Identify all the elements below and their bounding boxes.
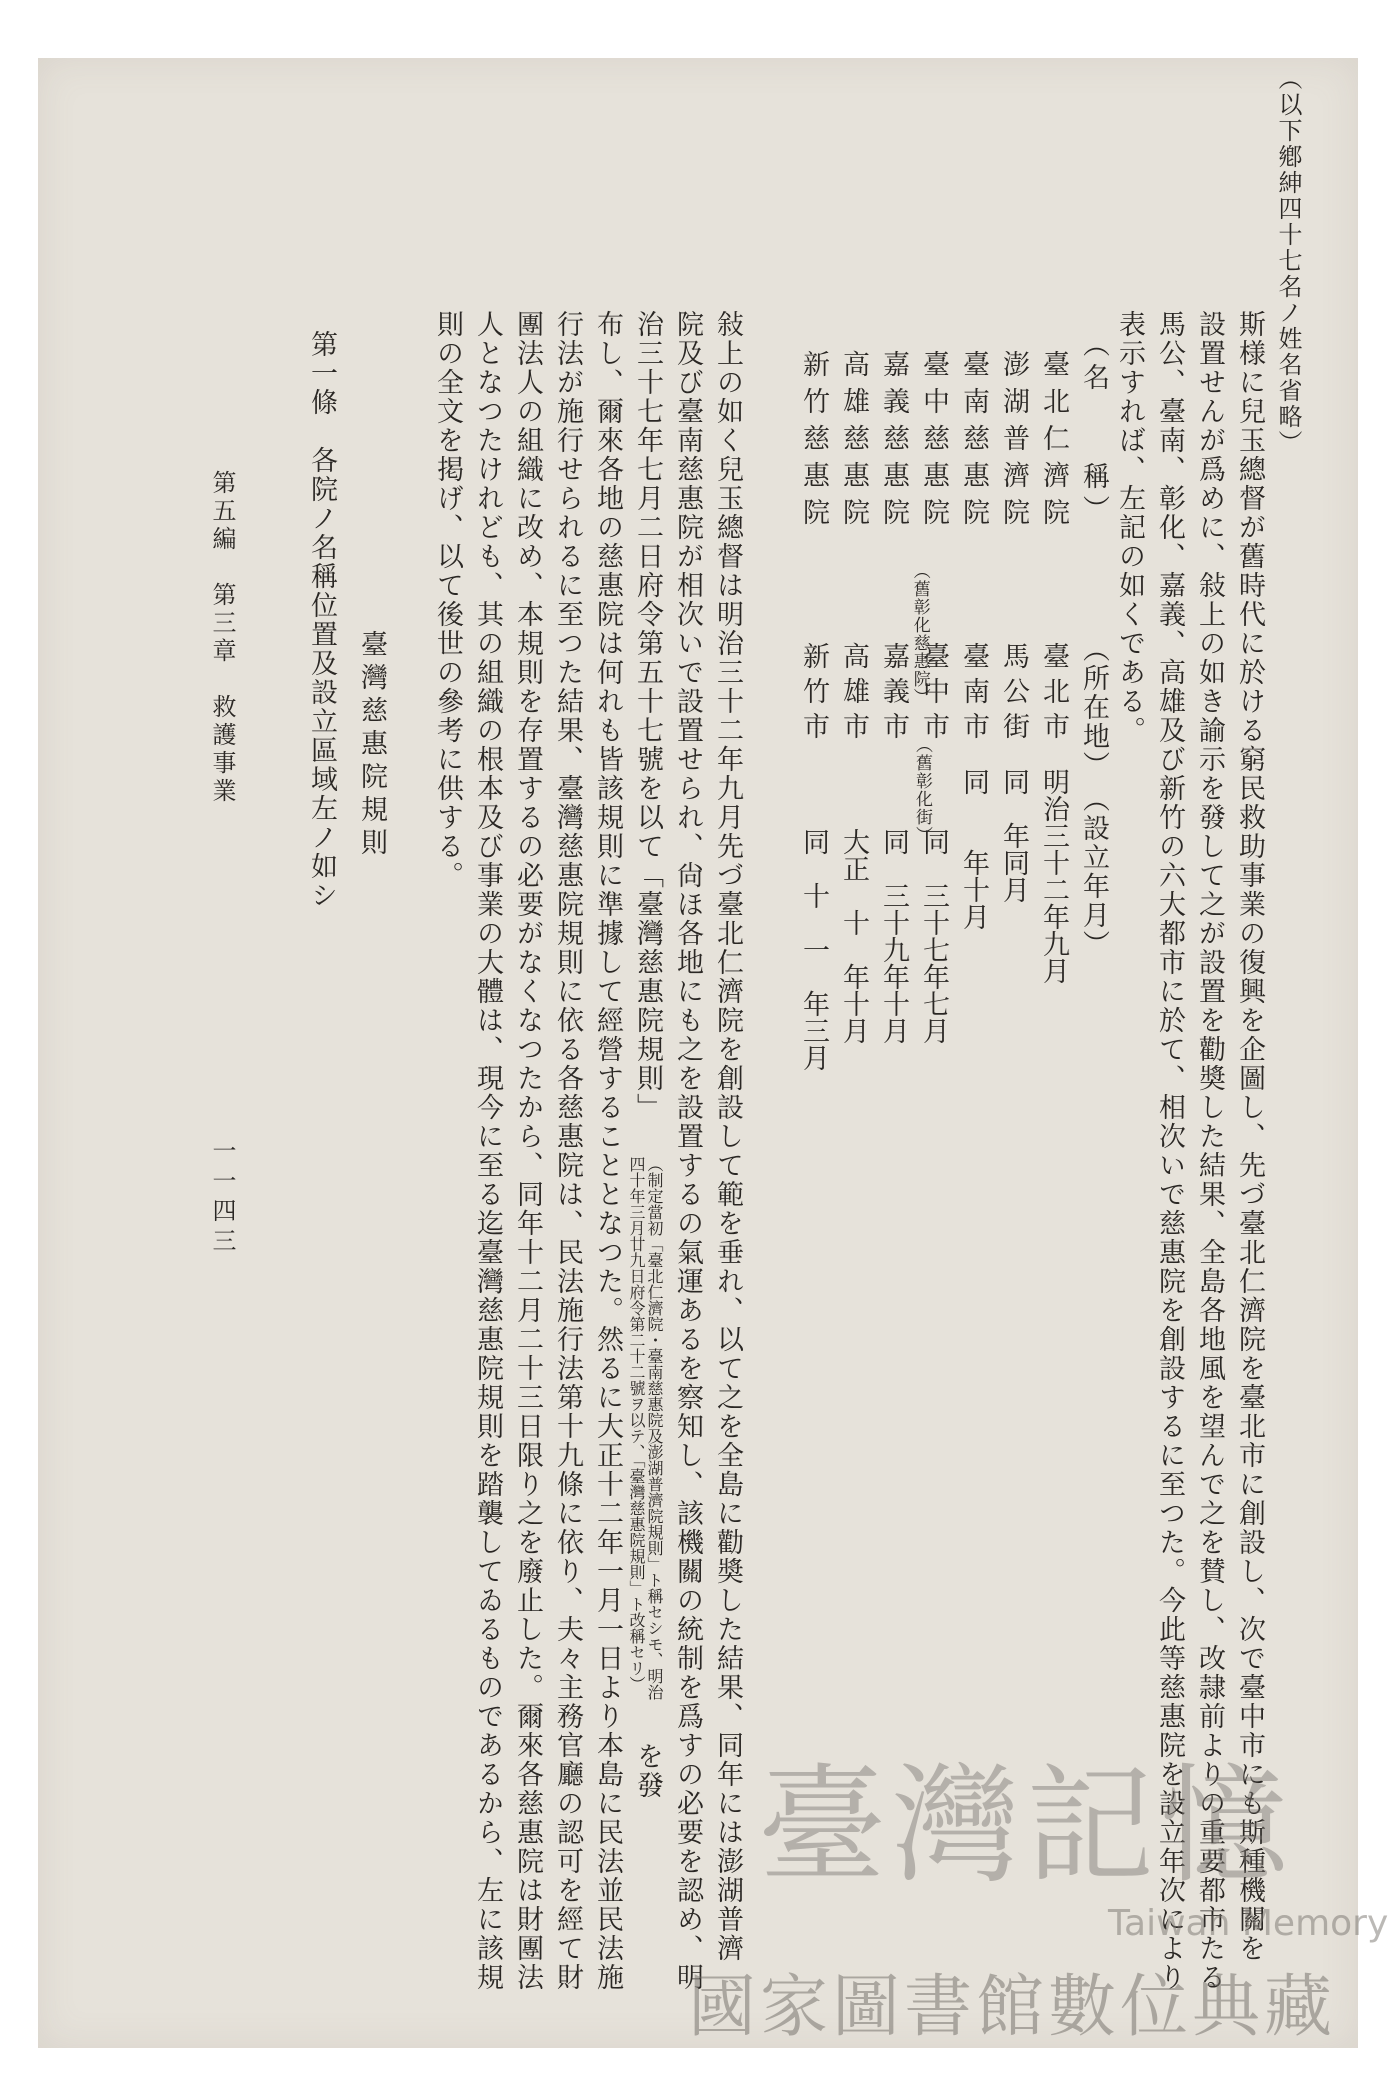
row-name: 澎湖普濟院 [998,350,1029,535]
page-number: 一一四三 [208,1138,236,1258]
row-location: 高雄市 [838,642,869,747]
article-1: 第一條 各院ノ名稱位置及設立區域左ノ如シ [306,330,337,910]
row-location-note: （舊彰化街） [912,736,932,844]
row-name: 臺南慈惠院 [958,350,989,535]
row-name-note: （舊彰化慈惠院） [909,562,930,706]
paragraph1-line4: 表示すれば、左記の如くである。 [1114,310,1145,745]
paragraph2-line1: 敍上の如く兒玉總督は明治三十二年九月先づ臺北仁濟院を創設して範を垂れ、以て之を全島に勸奬した結果、同年には澎湖普濟 [712,310,743,1963]
paragraph1-line3: 馬公、臺南、彰化、嘉義、高雄及び新竹の六大都市に於て、相次いで慈惠院を創設するに至つた。今此等慈惠院を設立年次により [1154,310,1185,1992]
inline-note-tail: を發 [632,1742,663,1800]
row-location: 新竹市 [798,642,829,747]
inline-note-line-b: 四十年三月廿九日府令第二十二號ヲ以テ、「臺灣慈惠院規則」ト改稱セリ） [627,1156,646,1692]
row-location: 臺南市 [958,642,989,747]
paragraph2-line7: 人となつたけれども、其の組織の根本及び事業の大體は、現今に至る迄臺灣慈惠院規則を踏襲してゐるものであるから、左に該規 [472,310,503,1992]
row-founded: 同 三十九年十月 [878,828,909,1044]
row-founded: 同 年同月 [998,768,1029,903]
table-header-name: （名 稱） [1078,330,1109,528]
row-location: 臺中市 [918,642,949,747]
row-founded: 同 年十月 [958,768,989,930]
regulation-title: 臺灣慈惠院規則 [356,630,387,861]
header-note: （以下鄕紳四十七名ノ姓名省略） [1274,66,1302,456]
watermark-calligraphy: 臺灣記憶 [758,1752,1295,1901]
paragraph1-line1: 斯様に兒玉總督が舊時代に於ける窮民救助事業の復興を企圖し、先づ臺北仁濟院を臺北市に創設し、次で臺中市にも斯種機關を [1234,310,1265,1963]
row-location: 馬公街 [998,642,1029,747]
row-founded: 同 十 一 年三月 [798,828,829,1071]
paragraph2-line6: 團法人の組織に改め、本規則を存置するの必要がなくなつたから、同年十二月二十三日限り之を廢止した。爾來各慈惠院は財團法 [512,310,543,1992]
watermark-english: Taiwan Memory [1108,1903,1389,1944]
paragraph2-line8: 則の全文を掲げ、以て後世の參考に供する。 [432,310,463,890]
row-location: 臺北市 [1038,642,1069,747]
running-head: 第五編 第三章 救護事業 [208,470,236,806]
paragraph2-line5: 行法が施行せられるに至つた結果、臺灣慈惠院規則に依る各慈惠院は、民法施行法第十九條に依り、夫々主務官廳の認可を經て財 [552,310,583,1992]
watermark-library: 國家圖書館數位典藏 [688,1968,1337,2047]
paragraph2-line3-main: 治三十七年七月二日府令第五十七號を以て「臺灣慈惠院規則」 [632,310,663,1122]
table-header-location: （所在地） [1078,635,1109,780]
inline-note-line-a: （制定當初「臺北仁濟院・臺南慈惠院及澎湖普濟院規則」ト稱セシモ、明治 [645,1156,664,1700]
row-name: 嘉義慈惠院 [878,350,909,535]
row-name: 臺中慈惠院 [918,350,949,535]
row-location: 嘉義市 [878,642,909,747]
paragraph2-line2: 院及び臺南慈惠院が相次いで設置せられ、尙ほ各地にも之を設置するの氣運あるを察知し、該機關の統制を爲すの必要を認め、明 [672,310,703,1992]
row-name: 新竹慈惠院 [798,350,829,535]
document-page [38,58,1389,2048]
paragraph2-line4: 布し、爾來各地の慈惠院は何れも皆該規則に準據して經營することとなつた。然るに大正十二年一月一日より本島に民法並民法施 [592,310,623,1992]
row-name: 臺北仁濟院 [1038,350,1069,535]
paragraph1-line2: 設置せんが爲めに、敍上の如き諭示を發して之が設置を勸奬した結果、全島各地風を望んで之を賛し、改隷前よりの重要都市たる [1194,310,1225,1992]
row-founded: 同 三十七年七月 [918,828,949,1044]
row-founded: 大正 十 年十月 [838,828,869,1044]
table-header-founded: （設立年月） [1078,785,1109,959]
row-founded: 明治三十二年九月 [1038,768,1069,984]
row-name: 高雄慈惠院 [838,350,869,535]
